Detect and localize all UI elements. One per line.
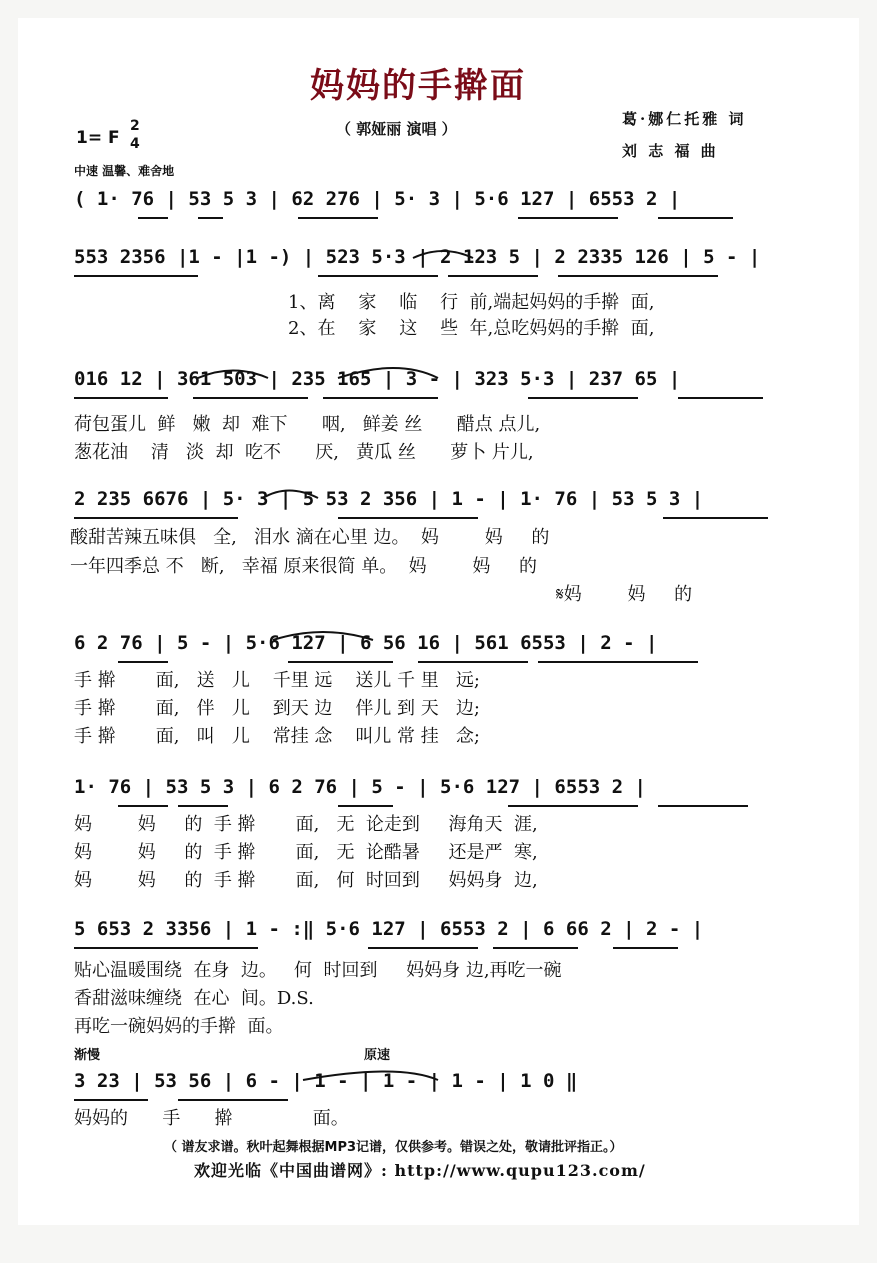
lyric-7-line-1: 贴心温暖围绕 在身 边。 何 时回到 妈妈身 边,再吃一碗	[74, 960, 562, 981]
tempo-a-tempo: 原速	[364, 1048, 391, 1063]
lyric-3-verse-1: 荷包蛋儿 鲜 嫩 却 难下 咽, 鲜姜 丝 醋点 点儿,	[74, 414, 541, 435]
slur	[303, 1072, 438, 1081]
time-signature-bottom: 4	[130, 136, 140, 152]
slur	[198, 371, 268, 379]
notation-line-5: 6 2 76 | 5 - | 5·6 127 | 6 56 16 | 561 6553 | 2 - |	[74, 632, 658, 654]
notation-line-6: 1· 76 | 53 5 3 | 6 2 76 | 5 - | 5·6 127 | 6553 2 |	[74, 776, 646, 798]
tempo-ritardando: 渐慢	[74, 1048, 101, 1063]
notation-line-3: 016 12 | 361 503 | 235 165 | 3 - | 323 5·3 | 237 65 |	[74, 368, 681, 390]
notation-line-2: 553 2356 |1 - |1 -) | 523 5·3 | 2 123 5 | 2 2335 126 | 5 - |	[74, 246, 761, 268]
lyric-4-verse-3: 𝄋妈 妈 的	[556, 584, 693, 605]
slur	[338, 368, 438, 378]
composer: 刘 志 福 曲	[622, 142, 719, 160]
notation-line-1: ( 1· 76 | 53 5 3 | 62 276 | 5· 3 | 5·6 127 | 6553 2 |	[74, 188, 681, 210]
notation-line-4: 2 235 6676 | 5· 3 | 5 53 2 356 | 1 - | 1· 76 | 53 5 3 |	[74, 488, 704, 510]
lyric-7-line-3: 再吃一碗妈妈的手擀 面。	[74, 1016, 284, 1037]
lyric-6-verse-1: 妈 妈 的 手 擀 面, 无 论走到 海角天 涯,	[74, 814, 538, 835]
site-credit: 欢迎光临《中国曲谱网》: http://www.qupu123.com/	[194, 1161, 646, 1180]
lyric-5-verse-2: 手 擀 面, 伴 儿 到天 边 伴儿 到 天 边;	[74, 698, 480, 719]
lyric-2-verse-1: 1、离 家 临 行 前,端起妈妈的手擀 面,	[288, 292, 655, 313]
lyricist: 葛·娜仁托雅 词	[622, 110, 747, 128]
lyric-6-verse-3: 妈 妈 的 手 擀 面, 何 时回到 妈妈身 边,	[74, 870, 538, 891]
slur	[413, 251, 473, 258]
lyric-3-verse-2: 葱花油 清 淡 却 吃不 厌, 黄瓜 丝 萝卜 片儿,	[74, 442, 534, 463]
score-sheet	[18, 18, 859, 1225]
slur	[263, 491, 318, 499]
lyric-5-verse-1: 手 擀 面, 送 儿 千里 远 送儿 千 里 远;	[74, 670, 480, 691]
lyric-5-verse-3: 手 擀 面, 叫 儿 常挂 念 叫儿 常 挂 念;	[74, 726, 480, 747]
lyric-4-verse-2: 一年四季总 不 断, 幸福 原来很简 单。 妈 妈 的	[70, 556, 538, 577]
page-title: 妈妈的手擀面	[310, 66, 526, 106]
lyric-2-verse-2: 2、在 家 这 些 年,总吃妈妈的手擀 面,	[288, 318, 655, 339]
lyric-4-verse-1: 酸甜苦辣五味俱 全, 泪水 滴在心里 边。 妈 妈 的	[70, 527, 550, 548]
transcriber-note: （ 谱友求谱。秋叶起舞根据MP3记谱，仅供参考。错误之处，敬请批评指正。）	[164, 1140, 623, 1155]
notation-marks	[18, 18, 859, 1225]
notation-line-8: 3 23 | 53 56 | 6 - | 1 - | 1 - | 1 - | 1 0 ‖	[74, 1070, 578, 1092]
tempo-marking: 中速 温馨、难舍地	[74, 164, 175, 178]
performer: （ 郭娅丽 演唱 ）	[336, 120, 457, 138]
time-signature-top: 2	[130, 118, 140, 134]
lyric-7-line-2: 香甜滋味缠绕 在心 间。D.S.	[74, 988, 314, 1009]
key-signature: 1= F	[76, 128, 120, 148]
lyric-8: 妈妈的 手 擀 面。	[74, 1108, 349, 1129]
notation-line-7: 5 653 2 3356 | 1 - :‖ 5·6 127 | 6553 2 | 6 66 2 | 2 - |	[74, 918, 704, 940]
slur	[273, 632, 373, 640]
lyric-6-verse-2: 妈 妈 的 手 擀 面, 无 论酷暑 还是严 寒,	[74, 842, 538, 863]
